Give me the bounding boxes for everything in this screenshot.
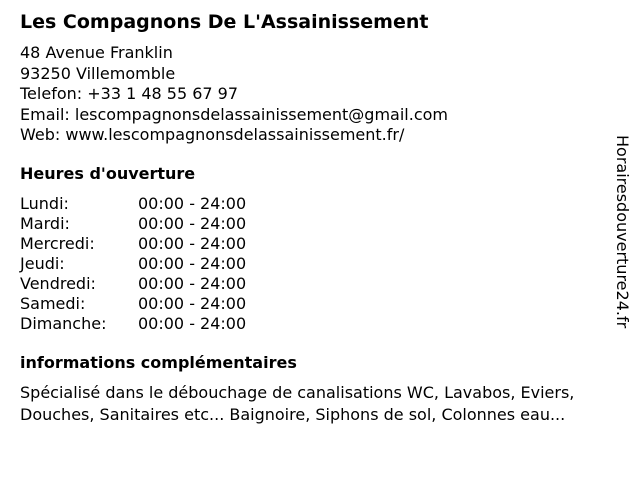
phone-line: Telefon: +33 1 48 55 67 97 <box>20 84 239 103</box>
hours-day: Lundi: <box>20 194 69 213</box>
hours-row <box>20 314 246 334</box>
hours-day: Mercredi: <box>20 234 95 253</box>
hours-row <box>20 254 246 274</box>
info-heading: informations complémentaires <box>20 353 297 372</box>
info-description: Spécialisé dans le débouchage de canalisations WC, Lavabos, Eviers, Douches, Sanitaires etc... Baignoire, Siphons de sol, Colonnes eau... <box>20 383 575 424</box>
hours-day: Dimanche: <box>20 314 107 333</box>
hours-heading: Heures d'ouverture <box>20 164 196 183</box>
site-watermark: Horairesdouverture24.fr <box>613 135 632 329</box>
hours-time: 00:00 - 24:00 <box>138 234 247 253</box>
hours-row <box>20 214 246 234</box>
hours-time: 00:00 - 24:00 <box>138 274 247 293</box>
hours-time: 00:00 - 24:00 <box>138 294 247 313</box>
business-name: Les Compagnons De L'Assainissement <box>20 11 429 33</box>
address-city: 93250 Villemomble <box>20 63 176 83</box>
hours-row <box>20 274 246 294</box>
address-street: 48 Avenue Franklin <box>20 43 173 62</box>
email-line: Email: lescompagnonsdelassainissement@gmail.com <box>20 104 448 124</box>
hours-row <box>20 194 246 214</box>
hours-row <box>20 234 246 254</box>
hours-day: Jeudi: <box>20 254 65 273</box>
hours-time: 00:00 - 24:00 <box>138 194 247 213</box>
hours-time: 00:00 - 24:00 <box>138 214 247 233</box>
hours-table <box>20 194 246 334</box>
hours-day: Mardi: <box>20 214 70 233</box>
hours-row <box>20 294 246 314</box>
contact-block <box>20 43 448 146</box>
hours-time: 00:00 - 24:00 <box>138 314 247 333</box>
hours-day: Vendredi: <box>20 274 96 293</box>
hours-time: 00:00 - 24:00 <box>138 254 247 273</box>
hours-day: Samedi: <box>20 294 86 313</box>
web-line: Web: www.lescompagnonsdelassainissement.fr/ <box>20 125 405 144</box>
